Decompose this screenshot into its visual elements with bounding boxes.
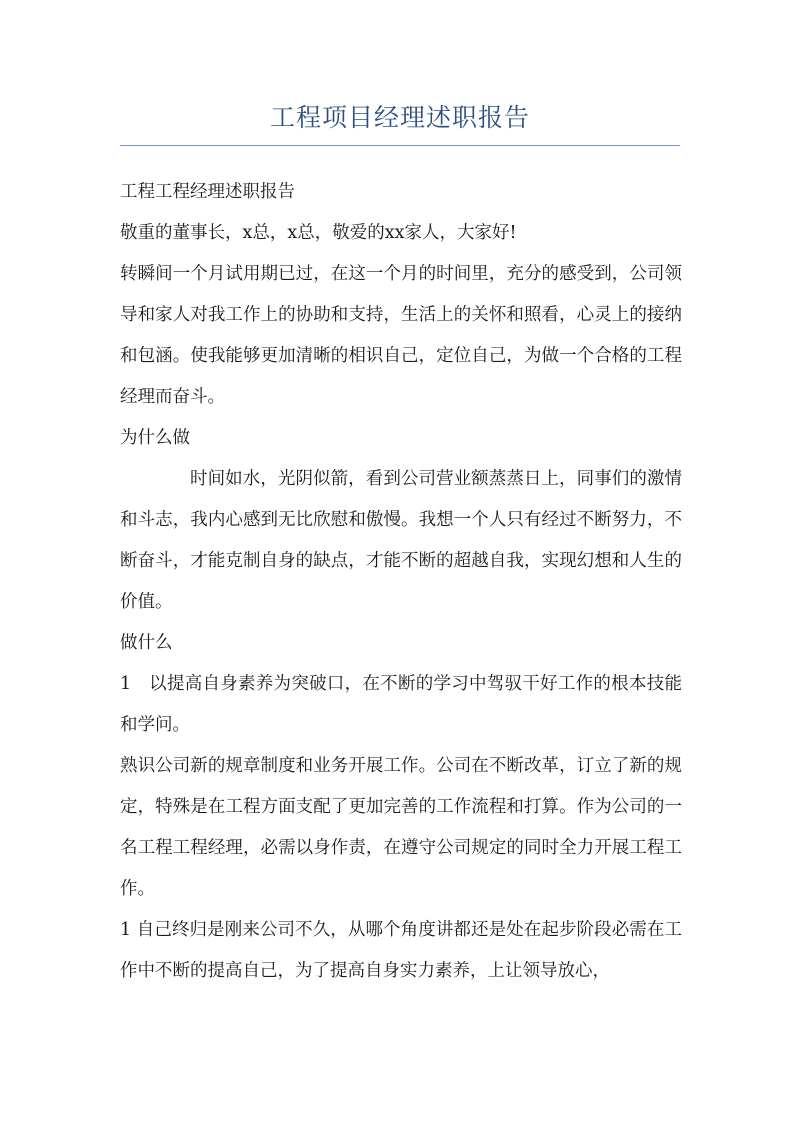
section-heading-why: 为什么做 bbox=[120, 428, 190, 448]
document-title: 工程项目经理述职报告 bbox=[269, 103, 530, 132]
rules-paragraph: 熟识公司新的规章制度和业务开展工作。公司在不断改革，订立了新的规定，特殊是在工程方面支配了更加完善的工作流程和打算。作为公司的一名工程工程经理，必需以身作责，在遵守公司规定的同时全力开展工程工作。 bbox=[120, 756, 682, 899]
subtitle-paragraph: 工程工程经理述职报告 bbox=[120, 182, 295, 202]
why-paragraph: 时间如水，光阴似箭，看到公司营业额蒸蒸日上，同事们的激情和斗志，我内心感到无比欣慰和傲慢。我想一个人只有经过不断努力，不断奋斗，才能克制自身的缺点，才能不断的超越自我，实现幻想和人生的价值。 bbox=[120, 469, 682, 612]
title-divider bbox=[120, 145, 680, 146]
intro-paragraph: 转瞬间一个月试用期已过，在这一个月的时间里，充分的感受到，公司领导和家人对我工作上的协助和支持，生活上的关怀和照看，心灵上的接纳和包涵。使我能够更加清晰的相识自己，定位自己，为做一个合格的工程经理而奋斗。 bbox=[120, 264, 682, 407]
greeting-paragraph: 敬重的董事长，x总，x总，敬爱的xx家人，大家好! bbox=[120, 223, 517, 243]
point-1-paragraph: 1 以提高自身素养为突破口，在不断的学习中驾驭干好工作的根本技能和学问。 bbox=[120, 674, 682, 735]
section-heading-what: 做什么 bbox=[120, 633, 173, 653]
document-body bbox=[120, 172, 682, 992]
point-1b-paragraph: 1 自己终归是刚来公司不久，从哪个角度讲都还是处在起步阶段必需在工作中不断的提高自己，为了提高自身实力素养，上让领导放心， bbox=[120, 920, 682, 981]
